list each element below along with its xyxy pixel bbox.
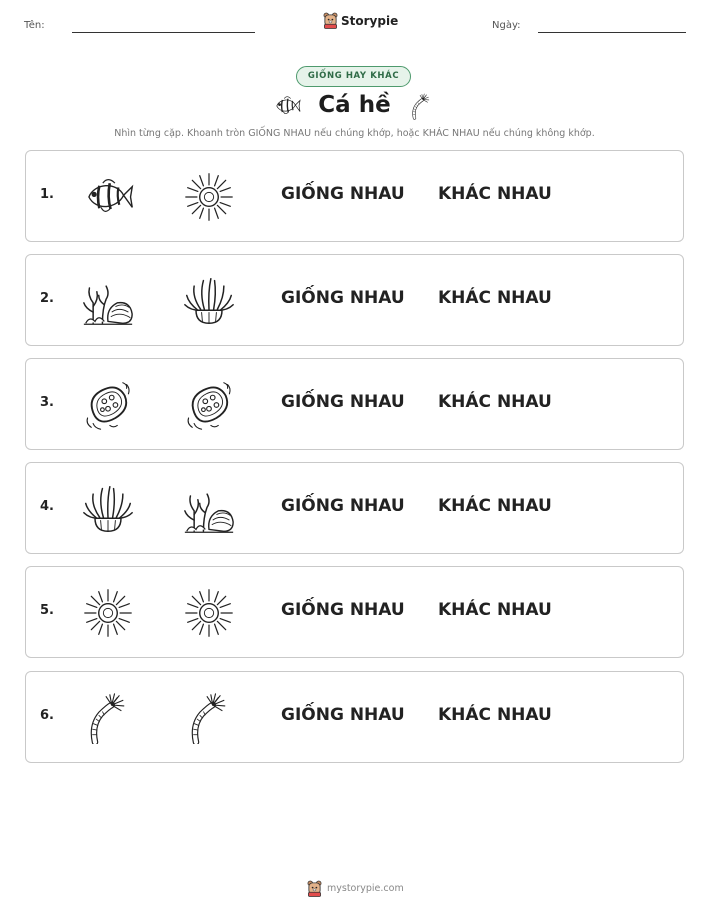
instructions: Nhìn từng cặp. Khoanh tròn GIỐNG NHAU nếu chúng khớp, hoặc KHÁC NHAU nếu chúng không khớp. xyxy=(114,128,595,139)
option-same[interactable]: GIỐNG NHAU xyxy=(281,184,405,204)
option-same[interactable]: GIỐNG NHAU xyxy=(281,705,405,725)
bear-mascot-icon xyxy=(307,880,322,897)
row-number: 4. xyxy=(40,499,54,514)
anemone-icon xyxy=(182,275,236,327)
sea-anemone-icon xyxy=(81,587,135,639)
coral-reef-icon xyxy=(81,275,135,327)
tube-worm-icon xyxy=(182,692,236,744)
row-number: 2. xyxy=(40,291,54,306)
sea-anemone-icon xyxy=(182,587,236,639)
anemone-icon xyxy=(81,483,135,535)
option-same[interactable]: GIỐNG NHAU xyxy=(281,496,405,516)
name-field[interactable] xyxy=(72,32,255,33)
option-different[interactable]: KHÁC NHAU xyxy=(438,288,552,308)
bear-mascot-icon xyxy=(323,12,338,29)
option-different[interactable]: KHÁC NHAU xyxy=(438,184,552,204)
page-title: Cá hề xyxy=(318,92,391,118)
option-different[interactable]: KHÁC NHAU xyxy=(438,496,552,516)
option-different[interactable]: KHÁC NHAU xyxy=(438,705,552,725)
name-label: Tên: xyxy=(24,20,45,31)
sponge-icon xyxy=(81,379,135,431)
sponge-icon xyxy=(182,379,236,431)
exercise-row xyxy=(25,358,684,450)
row-number: 5. xyxy=(40,603,54,618)
row-number: 3. xyxy=(40,395,54,410)
date-field[interactable] xyxy=(538,32,686,33)
exercise-row xyxy=(25,254,684,346)
option-same[interactable]: GIỐNG NHAU xyxy=(281,288,405,308)
exercise-row xyxy=(25,566,684,658)
option-same[interactable]: GIỐNG NHAU xyxy=(281,392,405,412)
option-different[interactable]: KHÁC NHAU xyxy=(438,600,552,620)
sea-anemone-icon xyxy=(182,171,236,223)
option-different[interactable]: KHÁC NHAU xyxy=(438,392,552,412)
exercise-row xyxy=(25,150,684,242)
storypie-logo xyxy=(323,12,398,29)
tube-worm-icon xyxy=(81,692,135,744)
brand-name: Storypie xyxy=(341,13,399,28)
footer-url[interactable]: mystorypie.com xyxy=(327,883,404,894)
exercise-row xyxy=(25,671,684,763)
date-label: Ngày: xyxy=(492,20,521,31)
category-badge: GIỐNG HAY KHÁC xyxy=(296,66,411,87)
exercise-row xyxy=(25,462,684,554)
tube-worm-icon xyxy=(408,90,434,122)
clownfish-icon xyxy=(81,171,135,223)
coral-reef-icon xyxy=(182,483,236,535)
row-number: 6. xyxy=(40,708,54,723)
option-same[interactable]: GIỐNG NHAU xyxy=(281,600,405,620)
row-number: 1. xyxy=(40,187,54,202)
footer xyxy=(307,880,404,897)
